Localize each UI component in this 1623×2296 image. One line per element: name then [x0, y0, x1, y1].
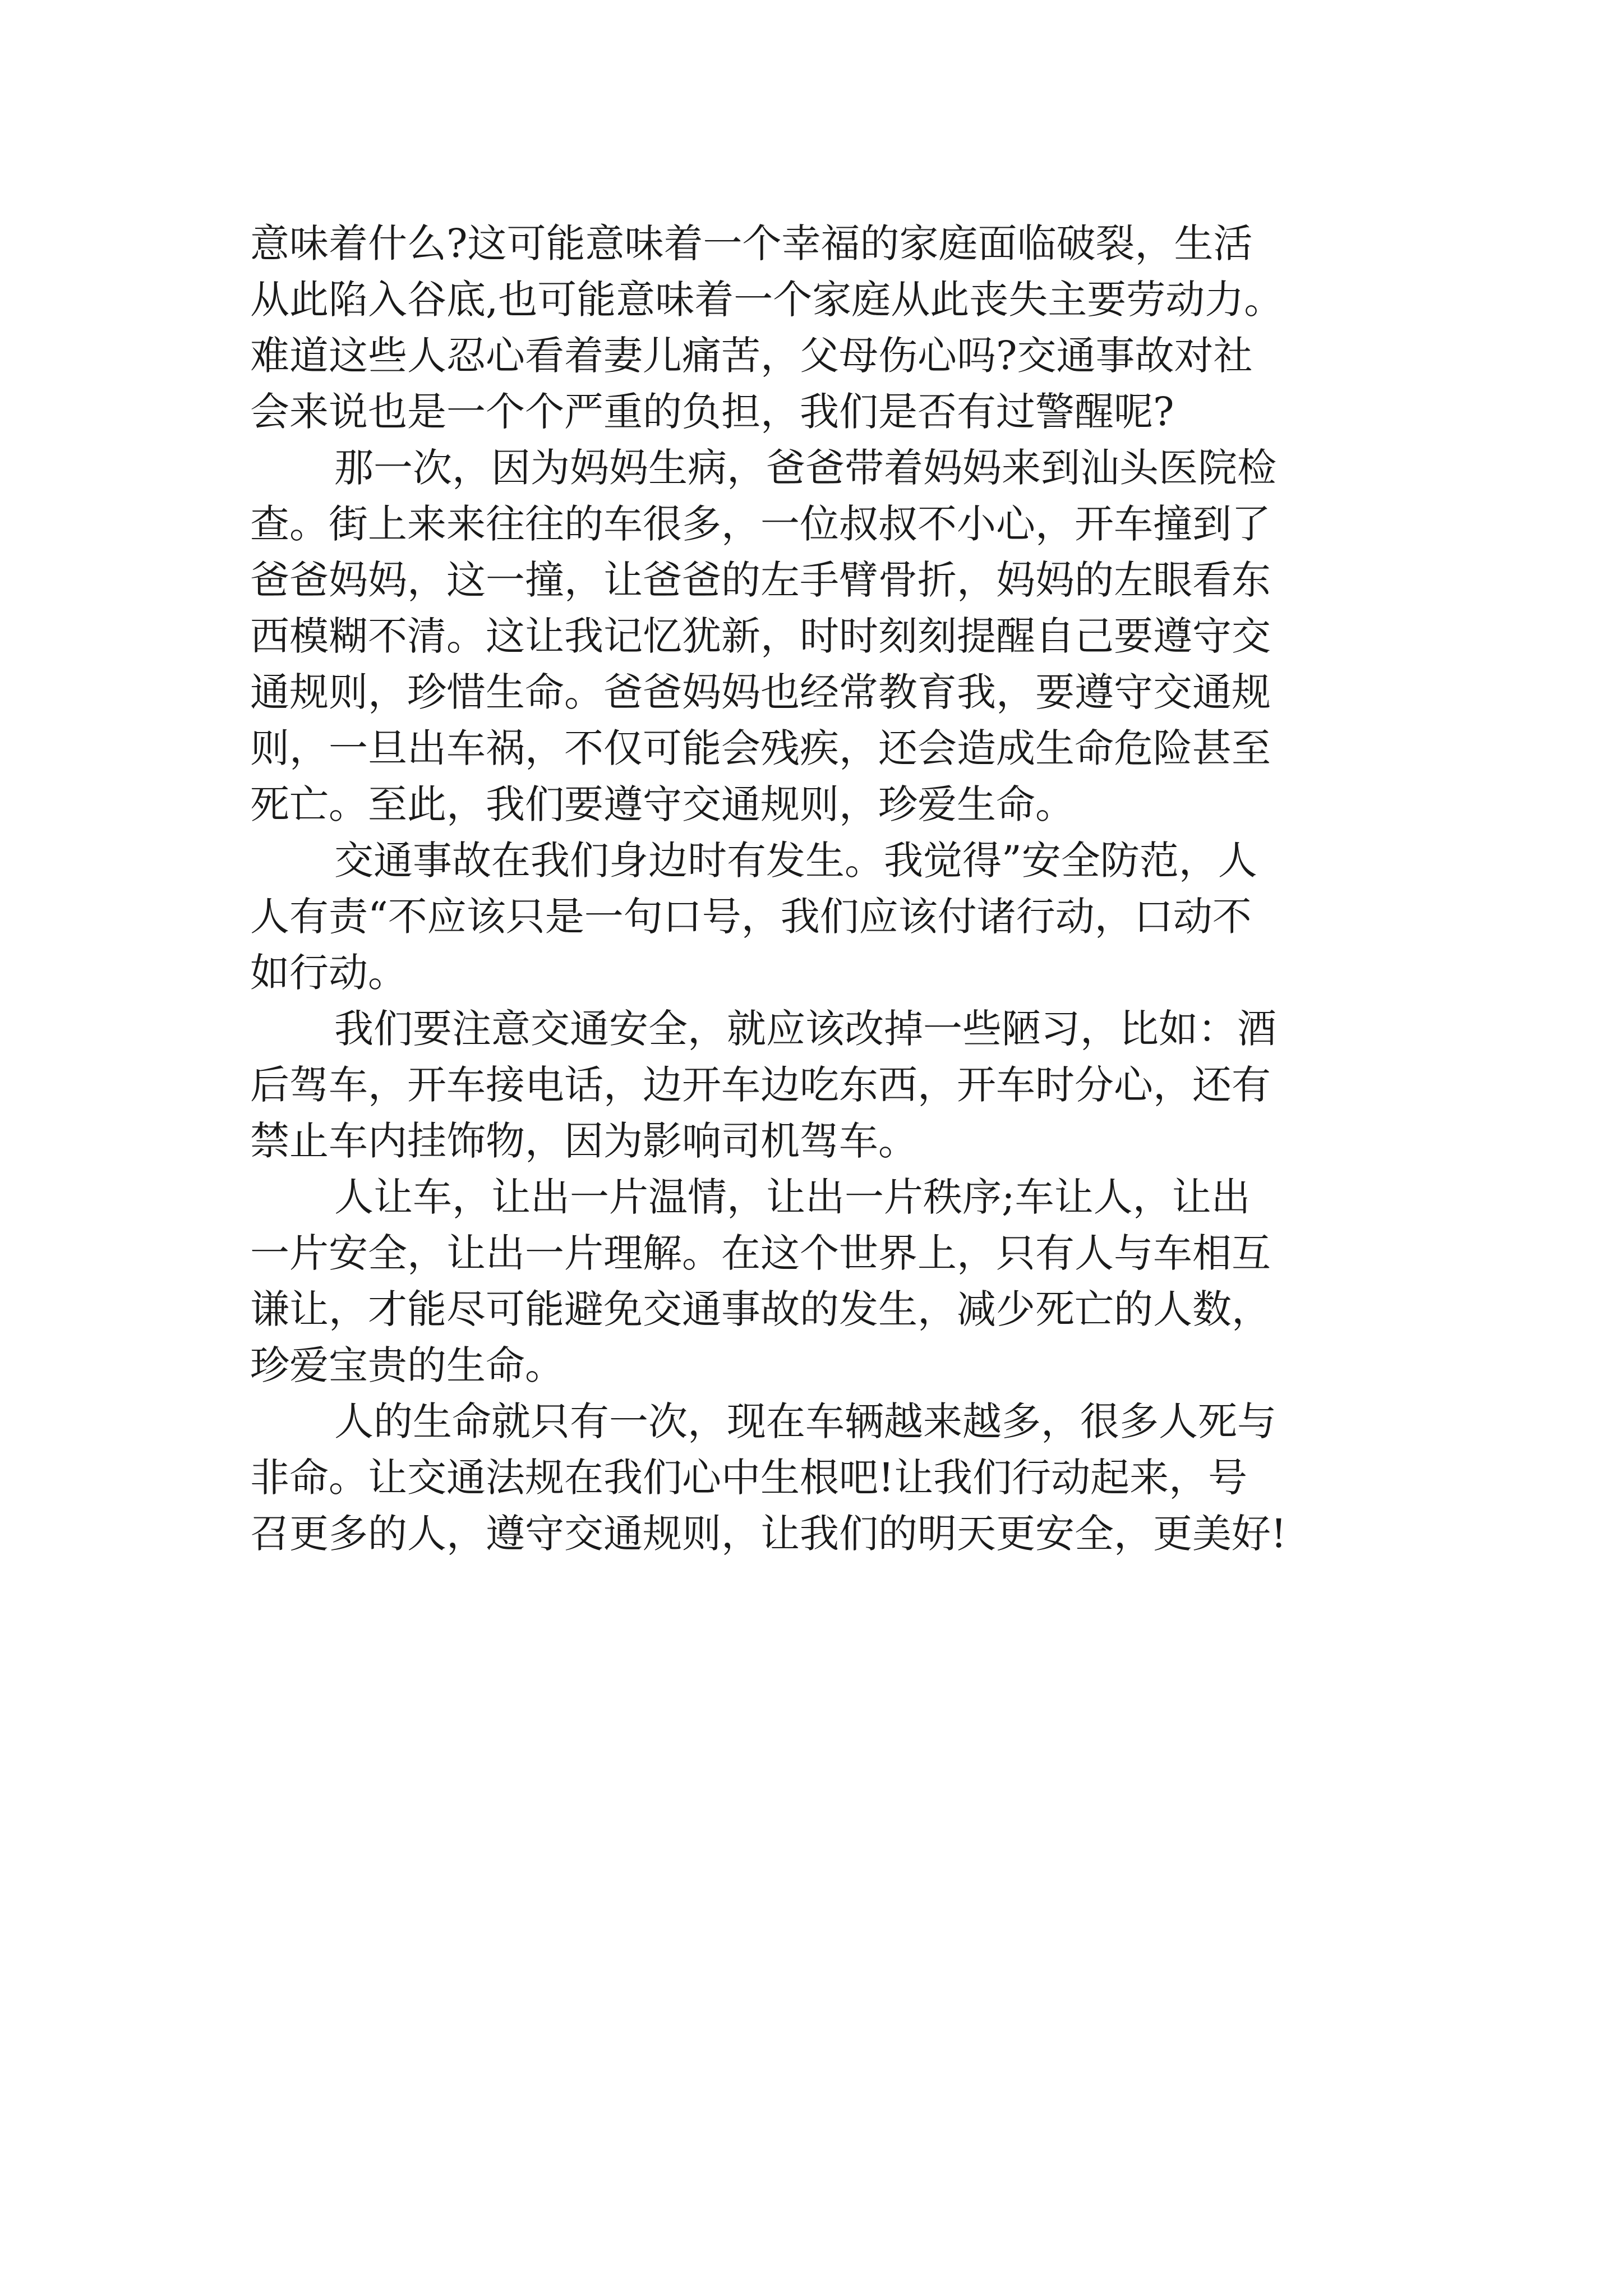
text-line: 珍爱宝贵的生命。	[250, 1342, 564, 1388]
text-line: 意味着什么?这可能意味着一个幸福的家庭面临破裂，生活	[250, 220, 1253, 266]
text-line: 后驾车，开车接电话，边开车边吃东西，开车时分心，还有	[250, 1062, 1271, 1108]
paragraph-5	[250, 1169, 1405, 1393]
text-line: 人让车，让出一片温情，让出一片秩序;车让人，让出	[334, 1174, 1251, 1220]
text-line: 一片安全，让出一片理解。在这个世界上，只有人与车相互	[250, 1230, 1271, 1276]
text-line: 如行动。	[250, 950, 407, 996]
paragraph-1	[250, 215, 1405, 440]
text-line: 死亡。至此，我们要遵守交通规则，珍爱生命。	[250, 781, 1075, 827]
text-line: 交通事故在我们身边时有发生。我觉得”安全防范，人	[334, 838, 1257, 884]
text-line: 召更多的人，遵守交通规则，让我们的明天更安全，更美好!	[250, 1511, 1287, 1557]
text-line: 西模糊不清。这让我记忆犹新，时时刻刻提醒自己要遵守交	[250, 613, 1271, 659]
text-line: 禁止车内挂饰物，因为影响司机驾车。	[250, 1118, 917, 1164]
paragraph-3	[250, 832, 1405, 1001]
text-line: 我们要注意交通安全，就应该改掉一些陋习，比如：酒	[334, 1006, 1276, 1052]
text-line: 查。街上来来往往的车很多，一位叔叔不小心，开车撞到了	[250, 501, 1271, 547]
paragraph-2	[250, 440, 1405, 832]
text-line: 爸爸妈妈，这一撞，让爸爸的左手臂骨折，妈妈的左眼看东	[250, 557, 1271, 603]
text-line: 则，一旦出车祸，不仅可能会残疾，还会造成生命危险甚至	[250, 725, 1271, 771]
text-line: 从此陷入谷底,也可能意味着一个家庭从此丧失主要劳动力。	[250, 277, 1284, 323]
text-line: 人有责“不应该只是一句口号，我们应该付诸行动，口动不	[250, 894, 1252, 940]
text-line: 会来说也是一个个严重的负担，我们是否有过警醒呢?	[250, 389, 1174, 435]
text-line: 谦让，才能尽可能避免交通事故的发生，减少死亡的人数，	[250, 1286, 1271, 1332]
paragraph-6	[250, 1393, 1405, 1562]
text-line: 人的生命就只有一次，现在车辆越来越多，很多人死与	[334, 1398, 1276, 1444]
paragraph-4	[250, 1001, 1405, 1169]
text-line: 通规则，珍惜生命。爸爸妈妈也经常教育我，要遵守交通规	[250, 669, 1271, 715]
text-line: 那一次，因为妈妈生病，爸爸带着妈妈来到汕头医院检	[334, 445, 1276, 491]
text-line: 难道这些人忍心看着妻儿痛苦，父母伤心吗?交通事故对社	[250, 333, 1253, 379]
document-body	[250, 215, 1405, 1562]
text-line: 非命。让交通法规在我们心中生根吧!让我们行动起来，号	[250, 1455, 1248, 1501]
